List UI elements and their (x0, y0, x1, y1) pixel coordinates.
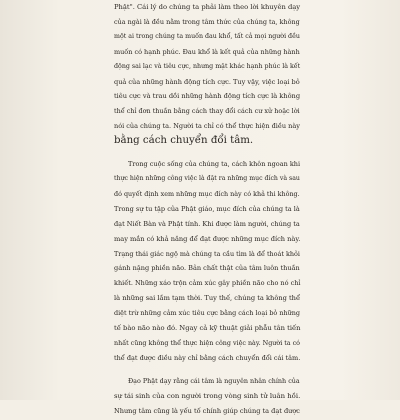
text-line: Trong sự tu tập của Phật giáo, mục đích của chúng ta là (114, 204, 300, 213)
paragraph-3 (114, 374, 300, 419)
text-line: đó quyết định xem những mục đích này có khả thi không. (114, 189, 300, 198)
text-line: tế bào não nào đó. Ngay cả kỹ thuật giải phẫu tân tiến (114, 324, 301, 333)
text-line: của ngài là đều nằm trong tâm thức của chúng ta, không (114, 17, 300, 26)
text-line: Trong cuộc sống của chúng ta, cách khôn ngoan khi (128, 160, 301, 169)
text-line: nhất cũng không thể thực hiện công việc này. Người ta có (114, 338, 301, 347)
text-line: tiêu cực và trau dồi những hành động tích cực là không (114, 92, 301, 101)
text-line: sự tái sinh của con người trong vòng sinh tử luân hồi. (114, 391, 301, 400)
text-line: thể đạt được điều này chỉ bằng cách chuyển đổi cái tâm. (114, 353, 301, 362)
text-line: quả của những hành động tích cực. Tuy vậy, việc loại bỏ (114, 77, 300, 86)
text-line: Phật". Cái lý do chúng ta phải làm theo lời khuyên dạy (114, 3, 301, 11)
paragraph-1 (114, 0, 300, 149)
text-line: Nhưng tâm cũng là yếu tố chính giúp chúng ta đạt được (114, 406, 300, 415)
text-line: bằng cách chuyển đổi tâm. (114, 135, 254, 147)
text-line: thể chỉ đơn thuần bằng cách thay đổi cách cư xử hoặc lời (114, 107, 300, 116)
text-line: Đạo Phật dạy rằng cái tâm là nguyên nhân chính của (128, 376, 300, 385)
text-line: thực hiện những công việc là đặt ra những mục đích và sau (114, 174, 300, 182)
text-line: động sai lạc và tiêu cực, nhưng mặt khác hạnh phúc là kết (114, 62, 301, 70)
text-line: là những sai lầm tạm thời. Tuy thế, chúng ta không thể (114, 294, 301, 303)
text-line: gánh nặng phiền não. Bản chất thật của tâm luôn thuần (114, 264, 300, 273)
paragraph-2 (114, 157, 300, 366)
text-line: may mắn có khả năng để đạt được những mục đích này. (114, 234, 301, 243)
text-line: Trạng thái giác ngộ mà chúng ta cầu tìm là để thoát khỏi (114, 249, 300, 258)
text-line: nói của chúng ta. Người ta chỉ có thể thực hiện điều này (114, 122, 300, 131)
text-line: đạt Niết Bàn và Phật tính. Khi được làm người, chúng ta (114, 219, 300, 228)
text-line: muốn có hạnh phúc. Đau khổ là kết quả của những hành (114, 47, 300, 56)
text-line: một ai trong chúng ta muốn đau khổ, tất cả mọi người đều (114, 32, 300, 40)
page-text (114, 0, 300, 420)
text-line: khiết. Những xáo trộn cảm xúc gây phiền não cho nó chỉ (114, 279, 301, 288)
text-line: diệt trừ những cảm xúc tiêu cực bằng cách loại bỏ những (114, 309, 300, 318)
